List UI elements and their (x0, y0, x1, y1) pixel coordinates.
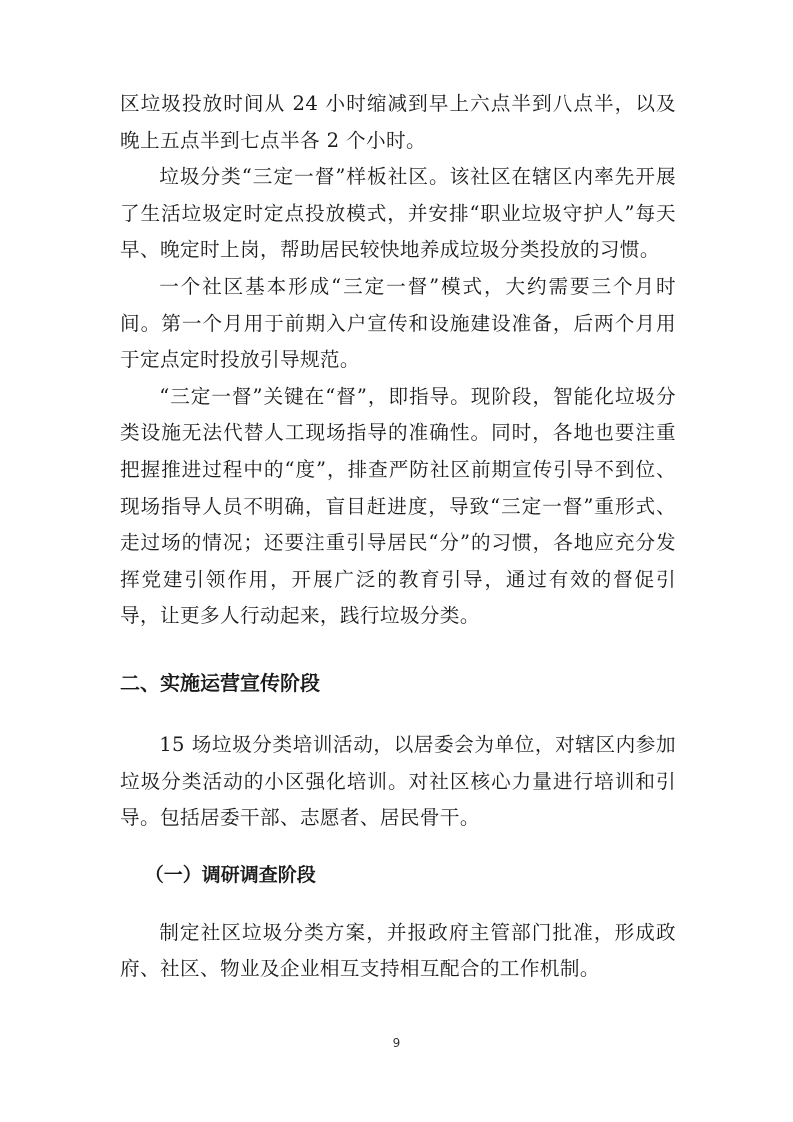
page-number: 9 (392, 1036, 401, 1050)
paragraph-plan: 制定社区垃圾分类方案，并报政府主管部门批准，形成政府、社区、物业及企业相互支持相互配合的工作机制。 (120, 920, 676, 981)
paragraph-model-community: 垃圾分类“三定一督”样板社区。该社区在辖区内率先开展了生活垃圾定时定点投放模式，并安排“职业垃圾守护人”每天早、晚定时上岗，帮助居民较快地养成垃圾分类投放的习惯。 (120, 165, 676, 262)
paragraph-supervision: “三定一督”关键在“督”，即指导。现阶段，智能化垃圾分类设施无法代替人工现场指导的准确性。同时，各地也要注重把握推进过程中的“度”，排查严防社区前期宣传引导不到位、现场指导人员不明确，盲目赶进度，导致“三定一督”重形式、走过场的情况；还要注重引导居民“分”的习惯，各地应充分发挥党建引领作用，开展广泛的教育引导，通过有效的督促引导，让更多人行动起来，践行垃圾分类。 (120, 384, 676, 628)
spacer (120, 837, 676, 857)
paragraph-training: 15 场垃圾分类培训活动，以居委会为单位，对辖区内参加垃圾分类活动的小区强化培训。对社区核心力量进行培训和引导。包括居委干部、志愿者、居民骨干。 (120, 732, 676, 830)
page-content (120, 86, 676, 988)
spacer (120, 635, 676, 665)
spacer (120, 701, 676, 727)
paragraph-three-months: 一个社区基本形成“三定一督”模式，大约需要三个月时间。第一个月用于前期入户宣传和设施建设准备，后两个月用于定点定时投放引导规范。 (120, 274, 676, 372)
spacer (120, 893, 676, 915)
subsection-heading: （一）调研调查阶段 (144, 863, 316, 886)
paragraph-continuation: 区垃圾投放时间从 24 小时缩减到早上六点半到八点半，以及晚上五点半到七点半各 2 个小时。 (120, 92, 676, 152)
section-heading: 二、实施运营宣传阶段 (120, 670, 320, 695)
